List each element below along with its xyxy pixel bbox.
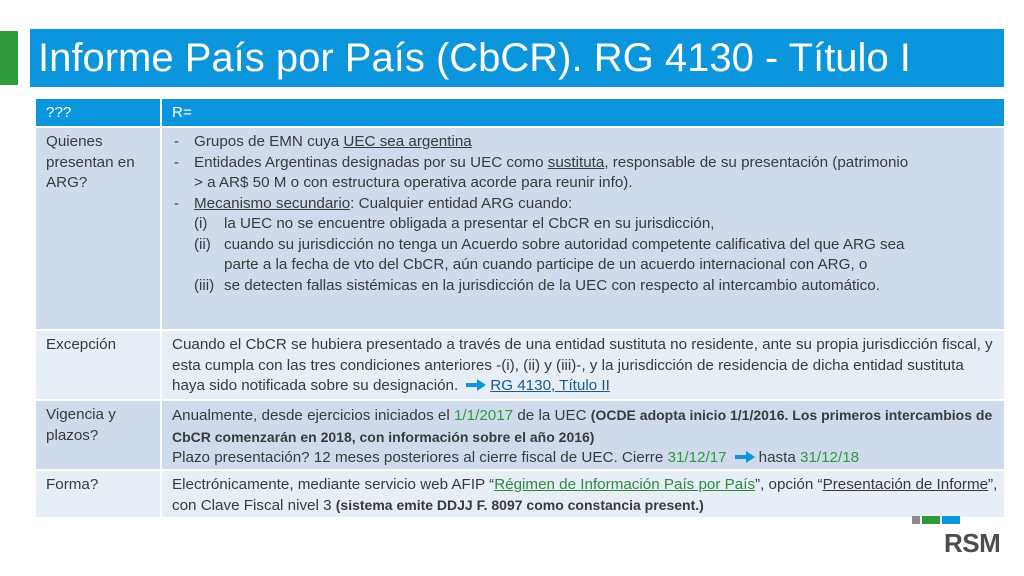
table-header-row bbox=[36, 99, 1004, 127]
vigencia-line2: Plazo presentación? 12 meses posteriores al cierre fiscal de UEC. Cierre 31/12/17 hasta 31/12/18 bbox=[172, 449, 860, 466]
row-label-vigencia: Vigencia y plazos? bbox=[36, 400, 161, 470]
ddjj-note: (sistema emite DDJJ F. 8097 como constancia present.) bbox=[335, 497, 704, 513]
bullet-entidades-cont: > a AR$ 50 M o con estructura operativa acorde para reunir info). bbox=[194, 174, 633, 191]
header-col1: ??? bbox=[36, 99, 161, 127]
regimen-link[interactable]: Régimen de Información País por País bbox=[494, 475, 756, 493]
sub-item-ii: (ii) cuando su jurisdicción no tenga un Acuerdo sobre autoridad competente calificativa del que ARG sea bbox=[194, 235, 905, 253]
presentacion-link[interactable]: Presentación de Informe bbox=[822, 475, 989, 493]
sub-item-iii: (iii) se detecten fallas sistémicas en la jurisdicción de la UEC con respecto al intercambio automático. bbox=[194, 276, 880, 294]
row-label-excepcion: Excepción bbox=[36, 330, 161, 400]
row-label-quienes: Quienes presentan en ARG? bbox=[36, 127, 161, 330]
title-accent-bar bbox=[0, 31, 18, 85]
sub-item-i: (i) la UEC no se encuentre obligada a presentar el CbCR en su jurisdicción, bbox=[194, 215, 715, 232]
row-label-forma: Forma? bbox=[36, 470, 161, 518]
row-body-excepcion bbox=[161, 330, 1004, 400]
row-body-quienes bbox=[161, 127, 1004, 330]
row-body-forma: Electrónicamente, mediante servicio web AFIP “Régimen de Información País por País”, opción “Presentación de Informe”, con Clave Fiscal nivel 3 (sistema emite DDJJ F. 8097 como constancia present.) bbox=[161, 470, 1004, 518]
bullet-grupos: - Grupos de EMN cuya UEC sea argentina bbox=[174, 133, 472, 150]
ocde-note: (OCDE adopta inicio 1/1/2016. Los primeros intercambios de CbCR comenzarán en 2018, con información sobre el año 2016) bbox=[172, 407, 993, 445]
date-deadline: 31/12/18 bbox=[800, 449, 860, 466]
excepcion-text: Cuando el CbCR se hubiera presentado a través de una entidad sustituta no residente, ante su propia jurisdicción fiscal, y esta cumpla con las tres condiciones anteriores -(i), (ii) y (iii)-, y la jurisdicción de residencia de dicha entidad sustituta haya sido notificada sobre su designación. bbox=[172, 336, 993, 394]
vigencia-line1: Anualmente, desde ejercicios iniciados el 1/1/2017 de la UEC (OCDE adopta inicio 1/1/2016. Los primeros intercambios de CbCR comenzarán en 2018, con información sobre el año 2016) bbox=[172, 407, 993, 445]
cbcr-table bbox=[36, 99, 1004, 519]
table-row bbox=[36, 470, 1004, 518]
table-row bbox=[36, 127, 1004, 330]
bullet-mecanismo: - Mecanismo secundario: Cualquier entidad ARG cuando: bbox=[174, 194, 573, 212]
slide-title: Informe País por País (CbCR). RG 4130 - Título I bbox=[38, 36, 911, 80]
arrow-right-icon bbox=[466, 379, 486, 391]
date-start: 1/1/2017 bbox=[453, 407, 514, 424]
rg-4130-titulo-ii-link[interactable]: RG 4130, Título II bbox=[490, 377, 610, 394]
header-col2: R= bbox=[161, 99, 1004, 127]
date-cierre: 31/12/17 bbox=[667, 449, 727, 466]
table-row bbox=[36, 400, 1004, 470]
arrow-right-icon bbox=[735, 451, 755, 463]
rsm-logo: RSM bbox=[944, 528, 1001, 558]
sub-item-ii-cont: parte a la fecha de vto del CbCR, aún cuando participe de un acuerdo internacional con ARG, o bbox=[224, 256, 868, 273]
title-bar bbox=[30, 29, 1004, 87]
row-body-vigencia bbox=[161, 400, 1004, 470]
table-row bbox=[36, 330, 1004, 400]
bullet-entidades: - Entidades Argentinas designadas por su UEC como sustituta, responsable de su presentación (patrimonio bbox=[174, 153, 909, 171]
